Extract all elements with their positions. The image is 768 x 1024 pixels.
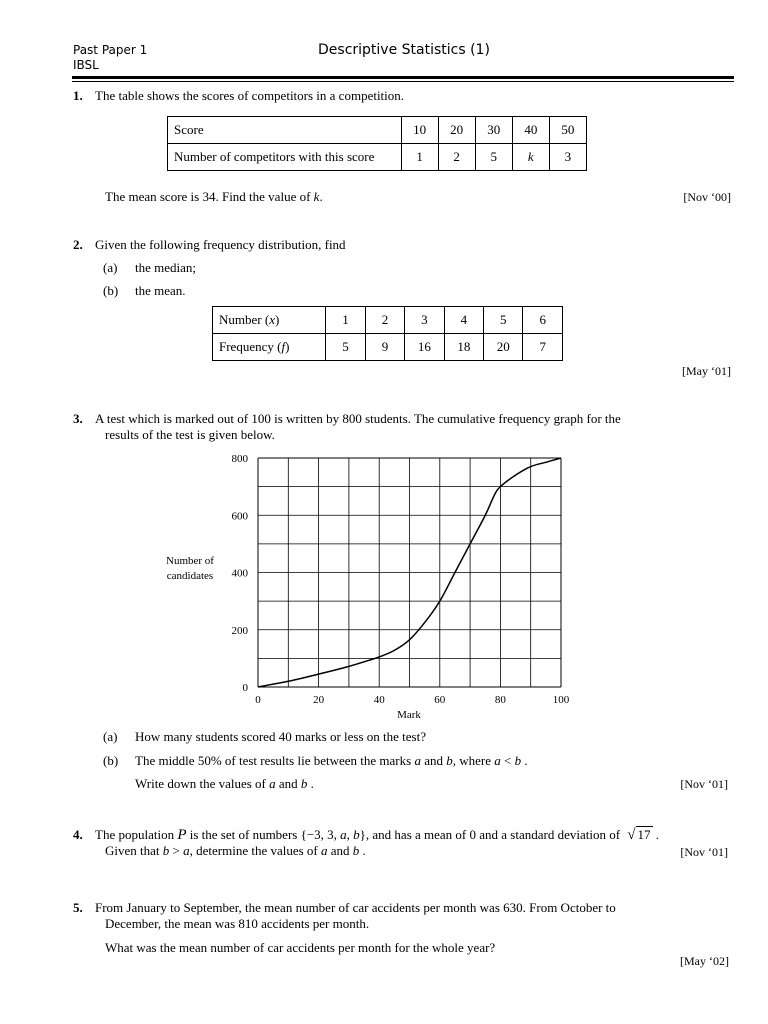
q1-row2-label: Number of competitors with this score — [168, 144, 402, 171]
q2-row2-cell: 7 — [523, 334, 563, 361]
y-tick-label: 0 — [242, 682, 248, 694]
chart-ticks — [232, 453, 570, 706]
q1-row2-cell: 5 — [475, 144, 512, 171]
q3-marks: [Nov ‘01] — [680, 777, 728, 791]
q1-marks: [Nov ‘00] — [683, 190, 731, 204]
q1-row2-cell: 2 — [438, 144, 475, 171]
q1-row1-label: Score — [168, 117, 402, 144]
q2-row1-label: Number (x) — [213, 307, 326, 334]
y-axis-label-line1: Number of — [166, 555, 214, 567]
q5-marks: [May ‘02] — [680, 954, 729, 968]
q3-part-b-text: The middle 50% of test results lie between the marks a and b, where a < b . — [135, 753, 528, 768]
q2-row2-cell: 9 — [365, 334, 404, 361]
q1-question-text: The mean score is 34. Find the value of — [105, 189, 311, 204]
q2-row1-cell: 2 — [365, 307, 404, 334]
x-tick-label: 20 — [313, 694, 325, 706]
q1-row1-cell: 40 — [512, 117, 549, 144]
q3-text-line1: A test which is marked out of 100 is written by 800 students. The cumulative frequency graph for the — [95, 411, 621, 426]
table-row — [168, 144, 587, 171]
q2-row2-cell: 20 — [484, 334, 523, 361]
q1-row1-cell: 30 — [475, 117, 512, 144]
q3-part-a-text: How many students scored 40 marks or less on the test? — [135, 729, 427, 744]
q2-row2-cell: 18 — [444, 334, 483, 361]
sqrt-expression: √ 17 — [627, 827, 651, 843]
q3-part-b-line2: Write down the values of a and b . — [135, 776, 314, 791]
x-axis-label: Mark — [397, 709, 421, 721]
q1-row2-cell: 3 — [549, 144, 586, 171]
q1-question-var: k — [313, 189, 320, 204]
q2-row1-cell: 6 — [523, 307, 563, 334]
header-left-line1: Past Paper 1 — [73, 43, 148, 57]
y-tick-label: 800 — [231, 453, 248, 465]
chart-grid — [258, 458, 561, 687]
x-tick-label: 60 — [434, 694, 446, 706]
cumulative-frequency-chart — [0, 445, 768, 735]
q1-row1-cell: 10 — [401, 117, 438, 144]
q2-row2-cell: 16 — [405, 334, 444, 361]
y-axis-label-line2: candidates — [166, 570, 214, 582]
q1-text: The table shows the scores of competitors in a competition. — [95, 88, 405, 103]
q2-part-b-label: (b) — [103, 283, 119, 298]
q1-question — [105, 189, 323, 205]
x-tick-label: 80 — [494, 694, 506, 706]
q5-number: 5. — [73, 900, 83, 915]
x-tick-label: 0 — [255, 694, 261, 706]
q3-part-a-label: (a) — [103, 729, 118, 744]
q2-row1-cell: 5 — [484, 307, 523, 334]
table-row — [213, 334, 563, 361]
q5-question: What was the mean number of car accidents per month for the whole year? — [105, 940, 496, 955]
q2-number: 2. — [73, 237, 83, 252]
q5-text-line1: From January to September, the mean number of car accidents per month was 630. From October to — [95, 900, 616, 915]
q2-row1-cell: 1 — [326, 307, 365, 334]
q4-text-line2: Given that b > a, determine the values of a and b . — [105, 843, 366, 858]
q2-table — [212, 306, 563, 361]
q4-text-line1: The population P is the set of numbers {−3, 3, a, b}, and has a mean of 0 and a standard deviation of √ 17 . — [95, 827, 660, 843]
q2-row2-label: Frequency (f) — [213, 334, 326, 361]
y-tick-label: 400 — [231, 567, 248, 580]
q2-row1-cell: 4 — [444, 307, 483, 334]
q1-question-end: . — [319, 189, 323, 204]
q3-part-b-label: (b) — [103, 753, 119, 768]
header-rule-thin — [72, 81, 734, 82]
q2-marks: [May ‘01] — [682, 364, 731, 378]
q1-row1-cell: 50 — [549, 117, 586, 144]
table-row — [168, 117, 587, 144]
q1-number: 1. — [73, 88, 83, 103]
q5-text-line2: December, the mean was 810 accidents per month. — [105, 916, 370, 931]
x-tick-label: 100 — [552, 694, 570, 706]
table-row — [213, 307, 563, 334]
q1-row2-cell: k — [512, 144, 549, 171]
q4-marks: [Nov ‘01] — [680, 845, 728, 859]
q2-part-b-text: the mean. — [135, 283, 186, 298]
q1-row2-cell: 1 — [401, 144, 438, 171]
page-title: Descriptive Statistics (1) — [318, 42, 490, 58]
header-left-line2: IBSL — [73, 58, 99, 72]
x-tick-label: 40 — [373, 694, 385, 706]
q2-row1-cell: 3 — [405, 307, 444, 334]
q2-row2-cell: 5 — [326, 334, 365, 361]
y-tick-label: 200 — [231, 624, 248, 637]
y-tick-label: 600 — [231, 510, 248, 523]
q1-table — [167, 116, 587, 171]
q4-number: 4. — [73, 827, 83, 842]
q2-part-a-text: the median; — [135, 260, 197, 275]
q3-text-line2: results of the test is given below. — [105, 427, 275, 442]
q1-row1-cell: 20 — [438, 117, 475, 144]
q2-part-a-label: (a) — [103, 260, 118, 275]
q2-text: Given the following frequency distribution, find — [95, 237, 346, 252]
q3-number: 3. — [73, 411, 83, 426]
header-rule — [72, 76, 734, 79]
